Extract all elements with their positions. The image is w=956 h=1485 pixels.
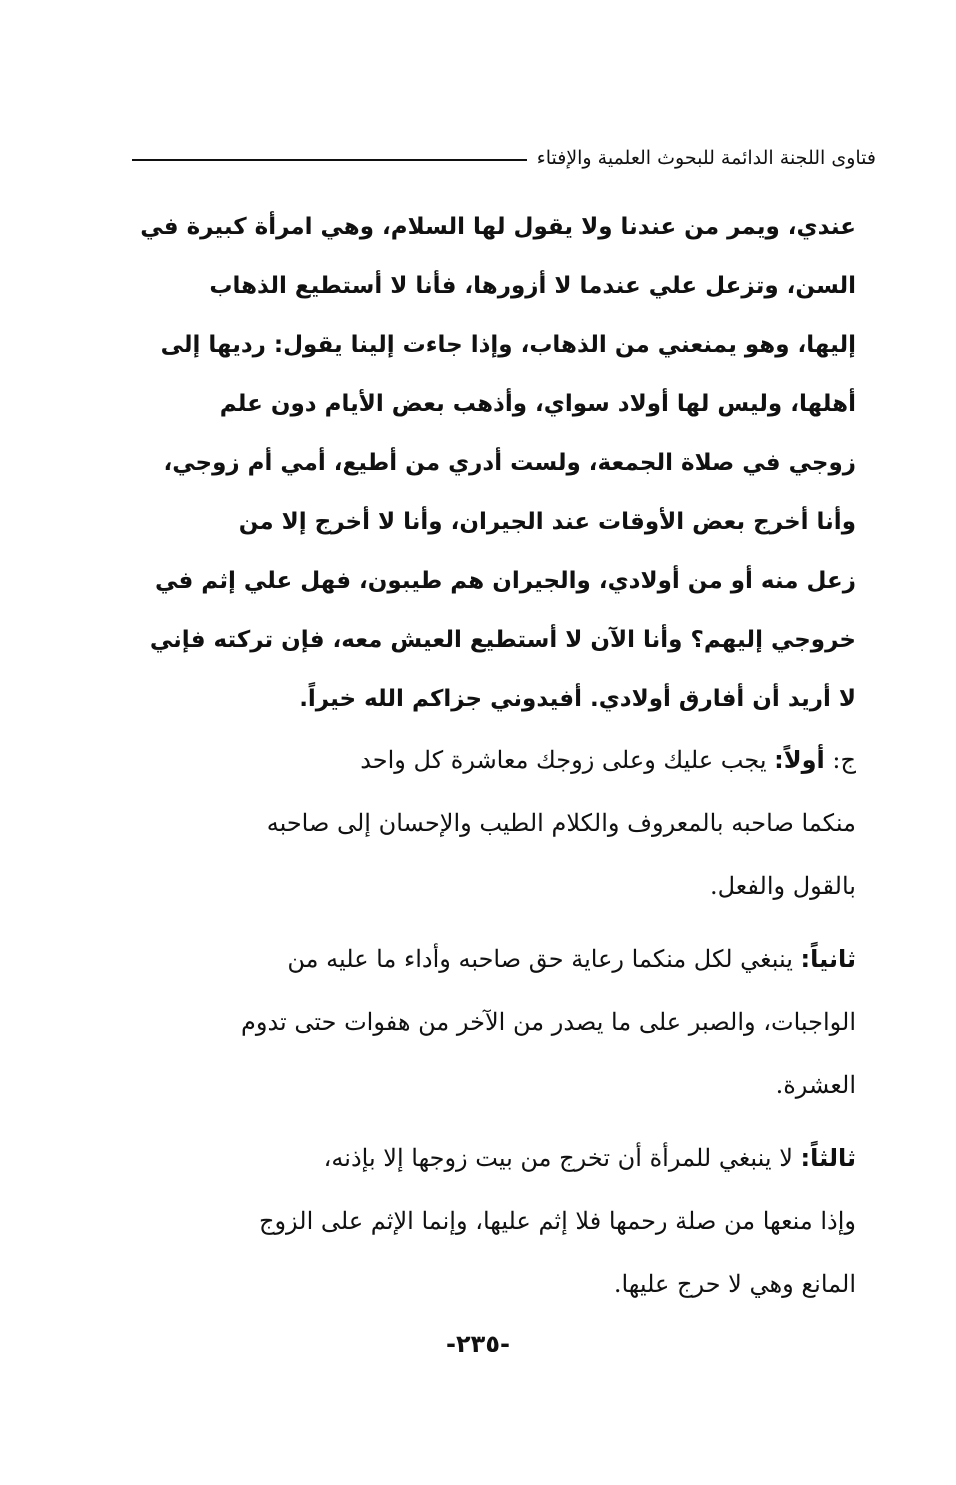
question-line: عندي، ويمر من عندنا ولا يقول لها السلام، وهي امرأة كبيرة في [140, 214, 856, 240]
question-line: السن، وتزعل علي عندما لا أزورها، فأنا لا أستطيع الذهاب [209, 273, 856, 299]
answer-line [132, 928, 856, 991]
page-number: -٢٣٥- [446, 1330, 510, 1358]
answer-lead-third: ثالثاً: [800, 1144, 856, 1172]
question-line: زعل منه أو من أولادي، والجيران هم طيبون، فهل علي إثم في [154, 568, 856, 594]
answer-line [132, 729, 856, 792]
answer-text: لا ينبغي للمرأة أن تخرج من بيت زوجها إلا بإذنه، [323, 1144, 801, 1172]
answer-line [132, 1127, 856, 1190]
answer-third-paragraph [132, 1127, 856, 1316]
answer-line: الواجبات، والصبر على ما يصدر من الآخر من هفوات حتى تدوم [241, 1008, 856, 1036]
answer-line: منكما صاحبه بالمعروف والكلام الطيب والإحسان إلى صاحبه [266, 809, 856, 837]
paragraph-gap [132, 1117, 856, 1127]
question-line: لا أريد أن أفارق أولادي. أفيدوني جزاكم الله خيراً. [299, 686, 856, 712]
header-title: فتاوى اللجنة الدائمة للبحوث العلمية والإفتاء [536, 147, 876, 169]
answer-lead-first: أولاً: [774, 746, 825, 774]
question-line: زوجي في صلاة الجمعة، ولست أدري من أطيع، أمي أم زوجي، [163, 450, 856, 476]
answer-line: المانع وهي لا حرج عليها. [613, 1270, 856, 1298]
question-line: وأنا أخرج بعض الأوقات عند الجيران، وأنا لا أخرج إلا من [238, 509, 856, 535]
answer-text: ينبغي لكل منكما رعاية حق صاحبه وأداء ما عليه من [287, 945, 801, 973]
body-text [132, 198, 856, 1316]
question-block [132, 198, 856, 729]
answer-line: وإذا منعها من صلة رحمها فلا إثم عليها، وإنما الإثم على الزوج [258, 1207, 856, 1235]
answer-line: العشرة. [775, 1071, 856, 1099]
question-line: إليها، وهو يمنعني من الذهاب، وإذا جاءت إلينا يقول: رديها إلى [160, 332, 856, 358]
answer-prefix: ج: [824, 746, 856, 774]
answer-lead-second: ثانياً: [800, 945, 856, 973]
answer-first-paragraph [132, 729, 856, 918]
header-rule [132, 159, 527, 161]
answer-line: بالقول والفعل. [709, 872, 856, 900]
answer-text: يجب عليك وعلى زوجك معاشرة كل واحد [360, 746, 775, 774]
question-line: أهلها، وليس لها أولاد سواي، وأذهب بعض الأيام دون علم [219, 391, 856, 417]
running-header [132, 138, 876, 178]
answer-second-paragraph [132, 928, 856, 1117]
question-line: خروجي إليهم؟ وأنا الآن لا أستطيع العيش معه، فإن تركته فإني [149, 627, 856, 653]
paragraph-gap [132, 918, 856, 928]
